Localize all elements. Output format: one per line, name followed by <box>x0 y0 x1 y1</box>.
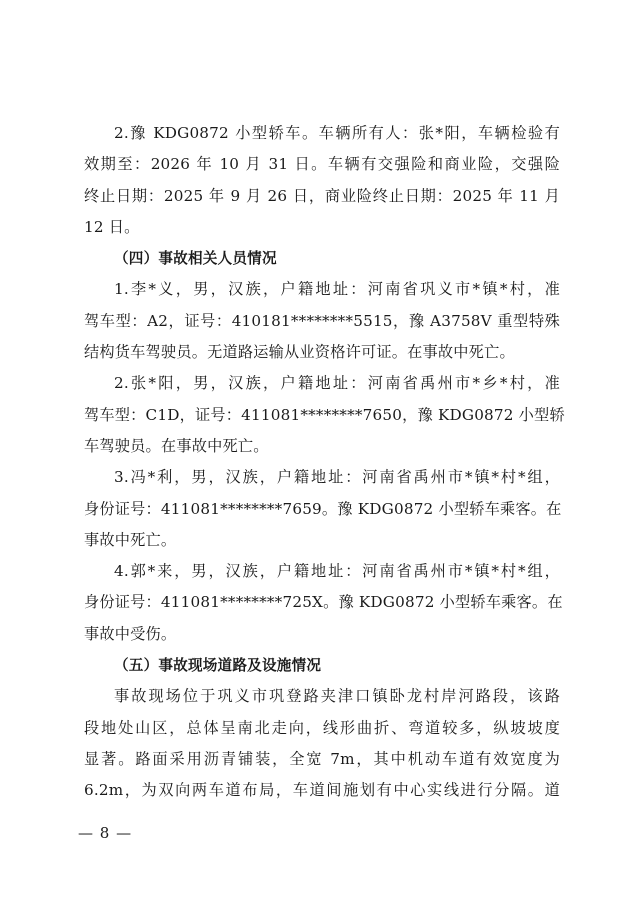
text-line: 4.郭*来，男，汉族，户籍地址：河南省禹州市*镇*村*组， <box>114 562 560 581</box>
text-line: 显著。路面采用沥青铺装，全宽 7m，其中机动车道有效宽度为 <box>84 749 560 768</box>
text-line: 效期至：2026 年 10 月 31 日。车辆有交强险和商业险，交强险 <box>84 155 560 174</box>
section-heading <box>84 243 560 274</box>
paragraph <box>84 556 563 650</box>
paragraph <box>84 681 560 806</box>
body-text <box>84 118 565 807</box>
paragraph <box>84 274 560 368</box>
text-line: （五）事故现场道路及设施情况 <box>114 657 322 675</box>
text-line: 结构货车驾驶员。无道路运输从业资格许可证。在事故中死亡。 <box>84 343 515 362</box>
text-line: 6.2m，为双向两车道布局，车道间施划有中心实线进行分隔。道 <box>84 781 560 800</box>
text-line: 12 日。 <box>84 217 140 236</box>
text-line: 事故中受伤。 <box>84 624 177 643</box>
page-number: — 8 — <box>78 824 133 842</box>
text-line: 身份证号：411081********7659。豫 KDG0872 小型轿车乘客。在 <box>84 499 562 518</box>
text-line: 2.豫 KDG0872 小型轿车。车辆所有人：张*阳，车辆检验有 <box>114 124 560 142</box>
text-line: 身份证号：411081********725X。豫 KDG0872 小型轿车乘客。在 <box>84 593 563 612</box>
text-line: 驾车型：A2，证号：410181********5515，豫 A3758V 重型特殊 <box>84 311 560 330</box>
section-heading <box>84 650 560 681</box>
text-line: 1.李*义，男，汉族，户籍地址：河南省巩义市*镇*村，准 <box>114 280 560 299</box>
paragraph <box>84 462 560 556</box>
text-line: 2.张*阳，男，汉族，户籍地址：河南省禹州市*乡*村，准 <box>114 374 560 393</box>
text-line: 驾车型：C1D，证号：411081********7650，豫 KDG0872 小型轿 <box>84 405 565 424</box>
paragraph <box>84 368 565 462</box>
text-line: 段地处山区，总体呈南北走向，线形曲折、弯道较多，纵坡坡度 <box>84 718 560 737</box>
text-line: 终止日期：2025 年 9 月 26 日，商业险终止日期：2025 年 11 月 <box>84 186 560 205</box>
text-line: 车驾驶员。在事故中死亡。 <box>84 436 269 455</box>
paragraph <box>84 118 560 243</box>
text-line: （四）事故相关人员情况 <box>114 250 277 268</box>
text-line: 3.冯*利，男，汉族，户籍地址：河南省禹州市*镇*村*组， <box>114 468 560 487</box>
text-line: 事故中死亡。 <box>84 530 177 549</box>
text-line: 事故现场位于巩义市巩登路夹津口镇卧龙村岸河路段，该路 <box>114 687 560 706</box>
